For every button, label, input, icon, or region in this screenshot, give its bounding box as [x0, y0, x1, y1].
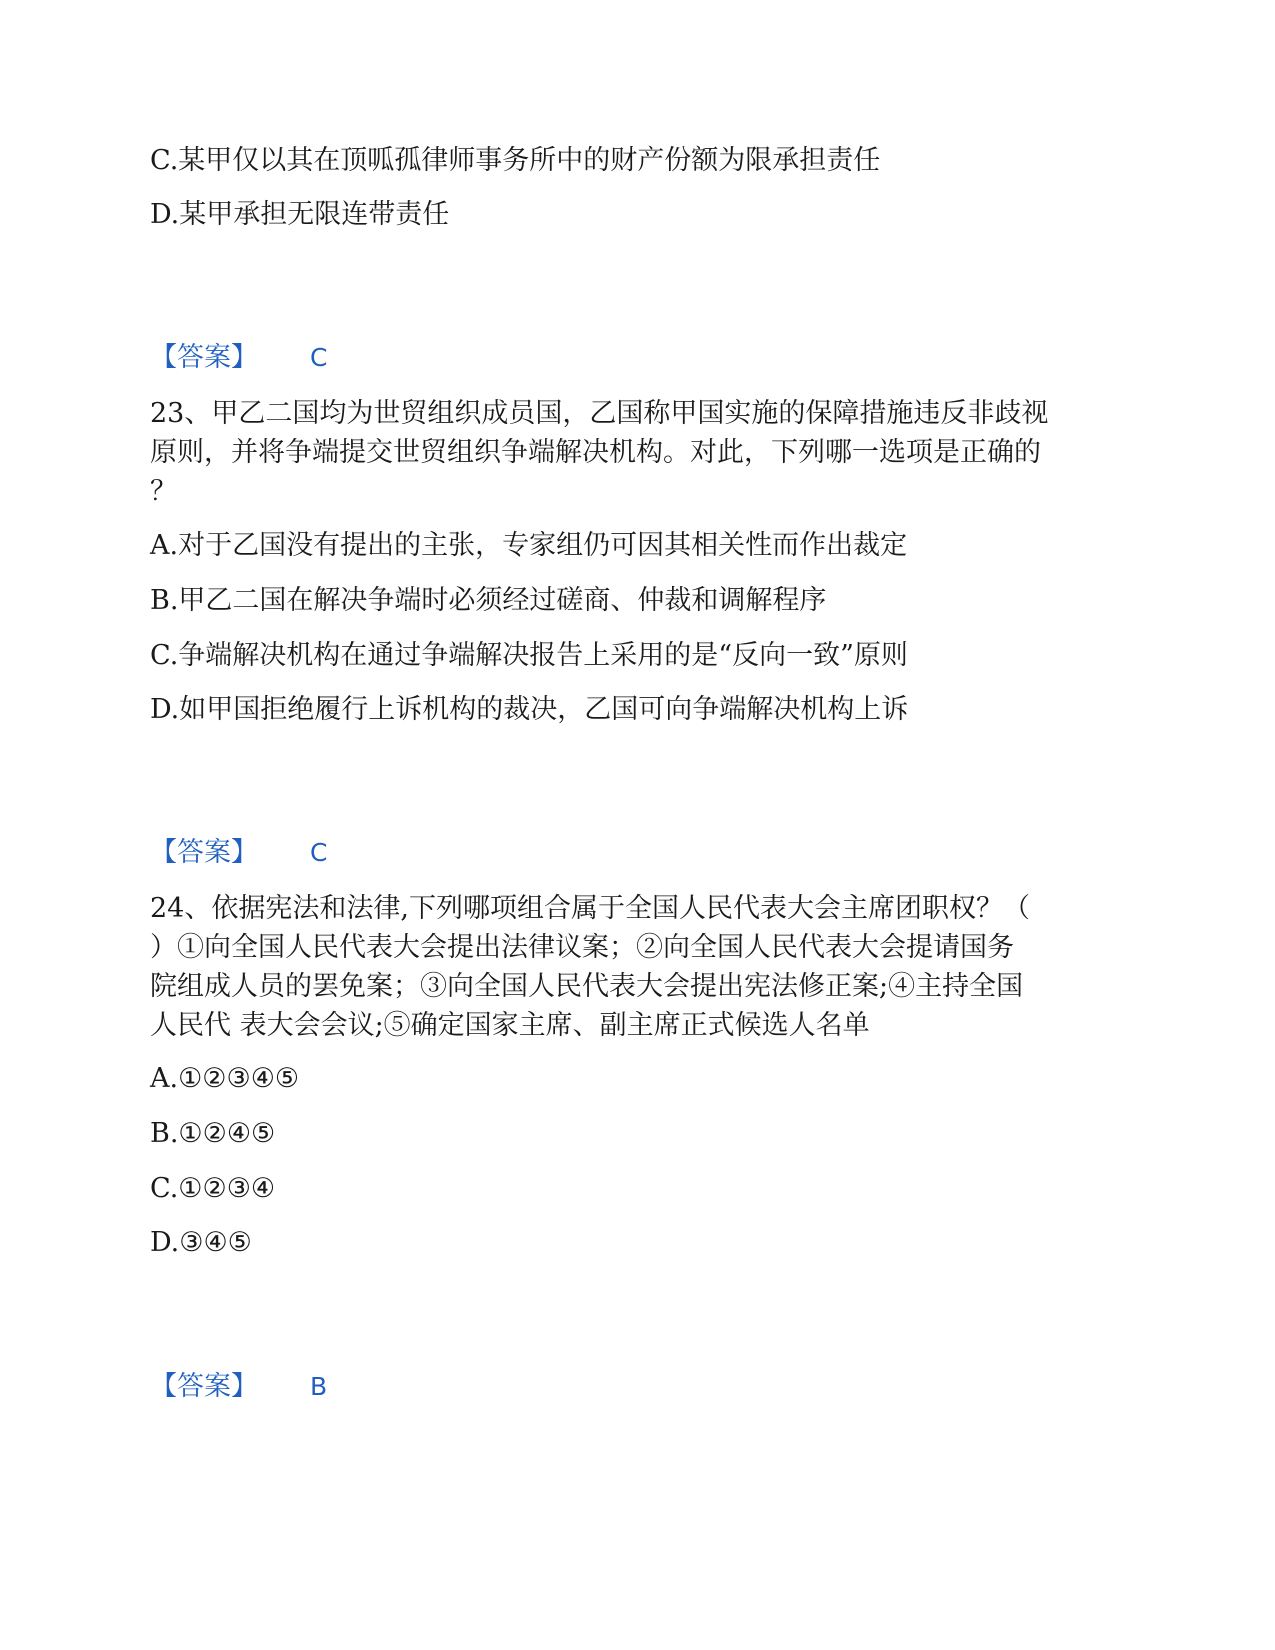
q24-option-c: C.①②③④ — [150, 1173, 276, 1204]
q22-option-d: D.某甲承担无限连带责任 — [150, 199, 450, 230]
answer-value: B — [310, 1372, 328, 1401]
answer-label: 【答案】 — [150, 1371, 258, 1402]
q23-option-b: B.甲乙二国在解决争端时必须经过磋商、仲裁和调解程序 — [150, 585, 827, 616]
q24-answer — [150, 1369, 1130, 1405]
q24-option-b: B.①②④⑤ — [150, 1118, 276, 1149]
answer-label: 【答案】 — [150, 837, 258, 868]
q24-option-a: A.①②③④⑤ — [150, 1063, 300, 1094]
q23-stem-line-2: 原则，并将争端提交世贸组织争端解决机构。对此，下列哪一选项是正确的 — [150, 437, 1041, 468]
q24-option-d: D.③④⑤ — [150, 1227, 252, 1258]
q24-stem-line-4: 人民代 表大会会议;⑤确定国家主席、副主席正式候选人名单 — [150, 1010, 870, 1041]
q23-option-d: D.如甲国拒绝履行上诉机构的裁决，乙国可向争端解决机构上诉 — [150, 694, 909, 725]
q24-stem-line-2: ）①向全国人民代表大会提出法律议案；②向全国人民代表大会提请国务 — [150, 932, 1014, 963]
q24-stem-line-3: 院组成人员的罢免案；③向全国人民代表大会提出宪法修正案;④主持全国 — [150, 971, 1024, 1002]
q22-answer — [150, 340, 1130, 376]
q23-option-c: C.争端解决机构在通过争端解决报告上采用的是“反向一致”原则 — [150, 640, 908, 671]
answer-value: C — [310, 838, 328, 867]
answer-label: 【答案】 — [150, 342, 258, 373]
q22-option-c: C.某甲仅以其在顶呱孤律师事务所中的财产份额为限承担责任 — [150, 145, 881, 176]
q23-answer — [150, 835, 1130, 871]
q24-stem-line-1: 24、依据宪法和法律,下列哪项组合属于全国人民代表大会主席团职权？（ — [150, 893, 1030, 924]
q23-stem-line-1: 23、甲乙二国均为世贸组织成员国，乙国称甲国实施的保障措施违反非歧视 — [150, 398, 1049, 429]
q23-option-a: A.对于乙国没有提出的主张，专家组仍可因其相关性而作出裁定 — [150, 530, 908, 561]
q23-stem-line-3: ？ — [150, 476, 177, 507]
answer-value: C — [310, 343, 328, 372]
